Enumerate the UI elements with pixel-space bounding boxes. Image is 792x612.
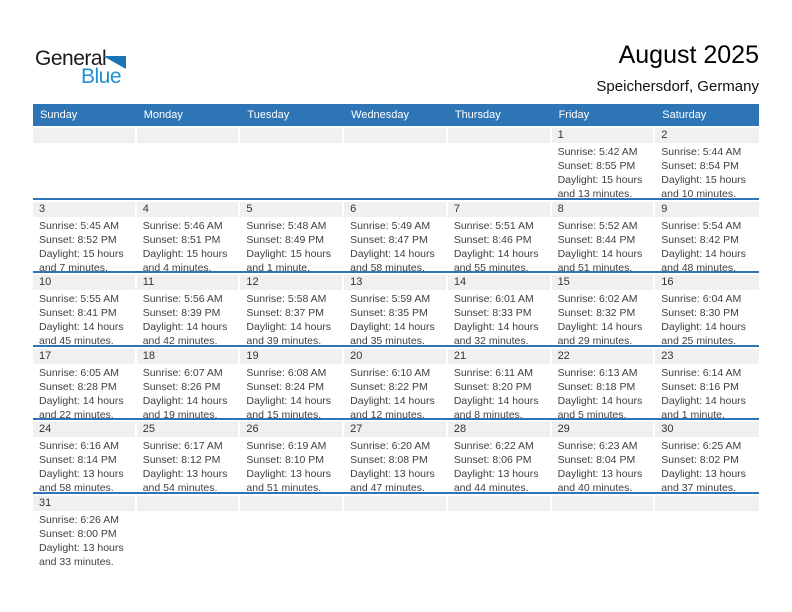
title-block [596,42,759,95]
day-info [33,217,137,272]
daylight-line1: Daylight: 13 hours [557,468,643,480]
sunrise-text: Sunrise: 6:01 AM [453,293,534,305]
day-number: 7 [453,202,460,215]
daylight-line2: and 58 minutes. [350,261,425,271]
daylight-line2: and 1 minute. [661,408,725,418]
day-number-band [552,202,654,217]
week-row-1 [33,126,759,200]
sunset-text: Sunset: 8:52 PM [39,233,117,246]
daylight-line1: Daylight: 14 hours [661,394,746,407]
daylight-line2: and 15 minutes. [246,408,322,418]
day-number-band [448,496,550,511]
sunrise-text: Sunrise: 6:07 AM [142,366,223,379]
sunrise-text: Sunrise: 6:17 AM [142,440,223,452]
sunrise-text: Sunrise: 6:08 AM [246,366,327,379]
empty-day-cell [137,494,241,567]
day-number-band [552,422,654,437]
daylight-line2: and 12 minutes. [350,408,425,418]
day-number-band [552,275,654,290]
sunset-text: Sunset: 8:20 PM [453,380,532,393]
daylight-line2: and 39 minutes. [246,335,322,345]
sunset-text: Sunset: 8:49 PM [246,233,325,246]
sunset-text: Sunset: 8:14 PM [39,454,117,466]
daylight-line1: Daylight: 14 hours [453,394,539,407]
sunrise-text: Sunrise: 6:26 AM [39,513,119,526]
daylight-line2: and 29 minutes. [557,335,633,345]
day-number-band [448,275,550,290]
daylight-line2: and 8 minutes. [453,408,523,418]
day-number-band [240,202,342,217]
daylight-line2: and 13 minutes. [557,188,633,198]
day-number: 23 [661,349,674,362]
day-cell-17 [33,347,137,419]
day-info [655,437,759,492]
day-number-band [137,202,239,217]
day-cell-8 [552,200,656,272]
sunrise-text: Sunrise: 6:22 AM [453,440,534,452]
sunset-text: Sunset: 8:06 PM [453,454,532,466]
day-number-band [137,496,239,511]
day-info [240,290,344,345]
sunset-text: Sunset: 8:32 PM [557,307,636,319]
day-number: 1 [557,129,564,141]
day-cell-1 [552,126,656,198]
day-info [137,364,241,419]
daylight-line2: and 45 minutes. [39,335,114,345]
day-cell-3 [33,200,137,272]
sunrise-text: Sunrise: 6:20 AM [350,440,431,452]
weekday-cell-thursday: Thursday [454,109,501,121]
weekday-cell-sunday: Sunday [40,109,78,121]
daylight-line2: and 51 minutes. [246,482,322,492]
sunset-text: Sunset: 8:35 PM [350,307,428,319]
logo-text-blue: Blue [81,65,122,88]
day-info [552,143,656,198]
day-number-band [552,128,654,143]
daylight-line2: and 4 minutes. [142,261,212,271]
sunrise-text: Sunrise: 6:13 AM [557,366,638,379]
day-number-band [344,202,446,217]
sunset-text: Sunset: 8:18 PM [557,380,636,393]
day-number-band [344,349,446,364]
day-cell-9 [655,200,759,272]
day-number-band [240,496,342,511]
day-info [655,364,759,419]
day-number-band [448,422,550,437]
week-row-6 [33,494,759,567]
day-cell-18 [137,347,241,419]
sunrise-text: Sunrise: 6:25 AM [661,440,742,452]
daylight-line1: Daylight: 14 hours [350,394,435,407]
sunset-text: Sunset: 8:26 PM [142,380,221,393]
daylight-line2: and 58 minutes. [39,482,114,492]
daylight-line1: Daylight: 13 hours [142,468,228,480]
day-number-band [344,496,446,511]
day-number-band [137,275,239,290]
daylight-line1: Daylight: 13 hours [246,468,332,480]
sunset-text: Sunset: 8:24 PM [246,380,325,393]
daylight-line1: Daylight: 14 hours [557,321,643,333]
sunset-text: Sunset: 8:00 PM [39,527,117,540]
sunrise-text: Sunrise: 5:55 AM [39,293,119,305]
day-number-band [240,422,342,437]
calendar [33,104,759,567]
sunset-text: Sunset: 8:02 PM [661,454,739,466]
day-number: 19 [246,349,259,362]
week-row-3 [33,273,759,347]
sunrise-text: Sunrise: 5:42 AM [557,146,638,158]
day-number: 22 [557,349,570,362]
empty-day-cell [344,126,448,198]
day-cell-26 [240,420,344,492]
day-cell-19 [240,347,344,419]
sunrise-text: Sunrise: 6:19 AM [246,440,327,452]
general-blue-logo [33,45,143,91]
day-cell-31 [33,494,137,567]
empty-day-cell [33,126,137,198]
day-number: 2 [661,129,668,141]
day-info [240,364,344,419]
day-cell-28 [448,420,552,492]
calendar-grid [33,126,759,567]
daylight-line2: and 55 minutes. [453,261,529,271]
day-info [344,364,448,419]
day-cell-24 [33,420,137,492]
day-number: 17 [39,349,52,362]
daylight-line1: Daylight: 14 hours [142,394,228,407]
day-cell-29 [552,420,656,492]
sunrise-text: Sunrise: 5:51 AM [453,219,534,232]
day-info [552,364,656,419]
day-info [552,217,656,272]
day-info [137,437,241,492]
sunset-text: Sunset: 8:54 PM [661,160,739,172]
day-number: 31 [39,496,52,509]
daylight-line1: Daylight: 15 hours [142,247,228,260]
day-number: 12 [246,276,259,288]
day-info [344,290,448,345]
day-number: 15 [557,276,570,288]
day-number: 13 [350,276,363,288]
daylight-line1: Daylight: 13 hours [453,468,539,480]
day-info [33,290,137,345]
day-cell-7 [448,200,552,272]
weekday-cell-friday: Friday [558,109,590,121]
day-info [552,437,656,492]
day-cell-27 [344,420,448,492]
sunset-text: Sunset: 8:41 PM [39,307,117,319]
day-number: 11 [142,276,155,288]
sunrise-text: Sunrise: 6:14 AM [661,366,742,379]
day-number-band [344,422,446,437]
daylight-line2: and 51 minutes. [557,261,633,271]
day-number-band [448,202,550,217]
weekday-cell-wednesday: Wednesday [351,109,410,121]
daylight-line1: Daylight: 15 hours [557,174,643,186]
day-number-band [655,422,759,437]
day-number-band [655,128,759,143]
day-number-band [33,496,135,511]
sunrise-text: Sunrise: 5:44 AM [661,146,742,158]
sunset-text: Sunset: 8:12 PM [142,454,221,466]
day-info [344,437,448,492]
day-info [137,217,241,272]
sunrise-text: Sunrise: 5:59 AM [350,293,431,305]
day-info [240,437,344,492]
sunrise-text: Sunrise: 5:45 AM [39,219,119,232]
weekday-cell-tuesday: Tuesday [247,109,290,121]
day-number: 30 [661,423,674,435]
weekday-cell-monday: Monday [143,109,183,121]
day-info [33,511,137,567]
daylight-line2: and 42 minutes. [142,335,218,345]
day-cell-20 [344,347,448,419]
sunset-text: Sunset: 8:10 PM [246,454,325,466]
day-cell-14 [448,273,552,345]
week-row-2 [33,200,759,274]
week-row-5 [33,420,759,494]
day-number-band [655,275,759,290]
day-info [552,290,656,345]
daylight-line1: Daylight: 14 hours [661,321,746,333]
day-info [448,290,552,345]
daylight-line2: and 5 minutes. [557,408,627,418]
day-cell-30 [655,420,759,492]
day-cell-5 [240,200,344,272]
sunrise-text: Sunrise: 6:05 AM [39,366,119,379]
sunset-text: Sunset: 8:42 PM [661,233,739,246]
empty-day-cell [240,494,344,567]
daylight-line1: Daylight: 15 hours [39,247,124,260]
day-cell-22 [552,347,656,419]
day-info [33,364,137,419]
day-cell-25 [137,420,241,492]
sunset-text: Sunset: 8:30 PM [661,307,739,319]
sunrise-text: Sunrise: 5:46 AM [142,219,223,232]
daylight-line2: and 33 minutes. [39,555,114,567]
empty-day-cell [448,126,552,198]
sunset-text: Sunset: 8:08 PM [350,454,428,466]
daylight-line2: and 1 minute. [246,261,311,271]
daylight-line2: and 25 minutes. [661,335,736,345]
day-number-band [33,202,135,217]
day-number-band [448,349,550,364]
sunrise-text: Sunrise: 6:04 AM [661,293,742,305]
daylight-line1: Daylight: 14 hours [246,394,332,407]
daylight-line1: Daylight: 14 hours [39,321,124,333]
sunset-text: Sunset: 8:33 PM [453,307,532,319]
day-number-band [240,349,342,364]
day-info [33,437,137,492]
sunrise-text: Sunrise: 5:58 AM [246,293,327,305]
daylight-line1: Daylight: 14 hours [142,321,228,333]
day-number: 28 [453,423,467,435]
daylight-line2: and 19 minutes. [142,408,218,418]
sunset-text: Sunset: 8:44 PM [557,233,636,246]
day-cell-13 [344,273,448,345]
day-number-band [655,202,759,217]
sunset-text: Sunset: 8:47 PM [350,233,428,246]
empty-day-cell [448,494,552,567]
sunset-text: Sunset: 8:46 PM [453,233,532,246]
daylight-line1: Daylight: 14 hours [246,321,332,333]
daylight-line1: Daylight: 14 hours [350,321,435,333]
day-number: 9 [661,202,668,215]
daylight-line1: Daylight: 15 hours [246,247,332,260]
sunrise-text: Sunrise: 6:16 AM [39,440,119,452]
day-info [344,217,448,272]
daylight-line1: Daylight: 14 hours [453,321,539,333]
day-number-band [344,128,446,143]
empty-day-cell [655,494,759,567]
day-cell-6 [344,200,448,272]
day-cell-12 [240,273,344,345]
daylight-line1: Daylight: 15 hours [661,174,746,186]
day-number: 4 [142,202,149,215]
day-number-band [448,128,550,143]
day-cell-2 [655,126,759,198]
day-number: 20 [350,349,363,362]
day-number: 18 [142,349,155,362]
daylight-line2: and 10 minutes. [661,188,736,198]
empty-day-cell [137,126,241,198]
sunrise-text: Sunrise: 6:02 AM [557,293,638,305]
day-number-band [344,275,446,290]
daylight-line1: Daylight: 13 hours [39,541,124,554]
sunrise-text: Sunrise: 6:11 AM [453,366,534,379]
day-number: 24 [39,423,52,435]
sunrise-text: Sunrise: 5:52 AM [557,219,638,232]
day-number-band [137,422,239,437]
day-info [448,437,552,492]
daylight-line2: and 37 minutes. [661,482,736,492]
sunrise-text: Sunrise: 6:10 AM [350,366,431,379]
day-number-band [240,275,342,290]
day-number-band [655,496,759,511]
weekday-cell-saturday: Saturday [662,109,707,121]
day-number-band [33,275,135,290]
sunset-text: Sunset: 8:55 PM [557,160,636,172]
day-number: 10 [39,276,52,288]
day-number: 27 [350,423,363,435]
empty-day-cell [240,126,344,198]
day-cell-21 [448,347,552,419]
day-info [655,217,759,272]
day-number-band [240,128,342,143]
day-cell-15 [552,273,656,345]
daylight-line1: Daylight: 13 hours [39,468,124,480]
sunrise-text: Sunrise: 5:49 AM [350,219,431,232]
daylight-line2: and 22 minutes. [39,408,114,418]
day-info [448,217,552,272]
day-number: 16 [661,276,674,288]
day-cell-10 [33,273,137,345]
daylight-line2: and 47 minutes. [350,482,425,492]
day-info [240,217,344,272]
daylight-line1: Daylight: 14 hours [453,247,539,260]
day-number: 25 [142,423,155,435]
daylight-line2: and 7 minutes. [39,261,108,271]
daylight-line1: Daylight: 14 hours [350,247,435,260]
day-number: 21 [453,349,467,362]
daylight-line2: and 40 minutes. [557,482,633,492]
sunset-text: Sunset: 8:28 PM [39,380,117,393]
day-number-band [552,349,654,364]
daylight-line1: Daylight: 14 hours [39,394,124,407]
day-number-band [33,422,135,437]
day-number-band [655,349,759,364]
sunset-text: Sunset: 8:51 PM [142,233,221,246]
sunset-text: Sunset: 8:39 PM [142,307,221,319]
logo-text-general: General [35,47,107,70]
day-info [137,290,241,345]
day-number: 3 [39,202,46,215]
daylight-line1: Daylight: 13 hours [350,468,435,480]
sunset-text: Sunset: 8:04 PM [557,454,636,466]
daylight-line1: Daylight: 14 hours [557,247,643,260]
day-number-band [33,349,135,364]
sunset-text: Sunset: 8:22 PM [350,380,428,393]
page-subtitle: Speichersdorf, Germany [596,77,759,95]
daylight-line2: and 32 minutes. [453,335,529,345]
sunrise-text: Sunrise: 6:23 AM [557,440,638,452]
daylight-line1: Daylight: 14 hours [557,394,643,407]
sunrise-text: Sunrise: 5:48 AM [246,219,327,232]
day-cell-11 [137,273,241,345]
daylight-line2: and 48 minutes. [661,261,736,271]
day-number-band [137,128,239,143]
weekday-header-row [33,104,759,126]
day-cell-4 [137,200,241,272]
day-info [655,143,759,198]
sunrise-text: Sunrise: 5:54 AM [661,219,742,232]
daylight-line2: and 35 minutes. [350,335,425,345]
daylight-line2: and 54 minutes. [142,482,218,492]
sunset-text: Sunset: 8:37 PM [246,307,325,319]
day-number: 26 [246,423,259,435]
day-cell-23 [655,347,759,419]
empty-day-cell [552,494,656,567]
day-number-band [33,128,135,143]
day-number-band [552,496,654,511]
day-number: 14 [453,276,467,288]
empty-day-cell [344,494,448,567]
day-cell-16 [655,273,759,345]
day-number: 29 [557,423,570,435]
day-info [655,290,759,345]
daylight-line1: Daylight: 13 hours [661,468,746,480]
page-title: August 2025 [618,41,759,69]
daylight-line1: Daylight: 14 hours [661,247,746,260]
week-row-4 [33,347,759,421]
daylight-line2: and 44 minutes. [453,482,529,492]
day-number: 6 [350,202,357,215]
sunset-text: Sunset: 8:16 PM [661,380,739,393]
sunrise-text: Sunrise: 5:56 AM [142,293,223,305]
day-number-band [137,349,239,364]
day-number: 8 [557,202,564,215]
day-info [448,364,552,419]
day-number: 5 [246,202,253,215]
